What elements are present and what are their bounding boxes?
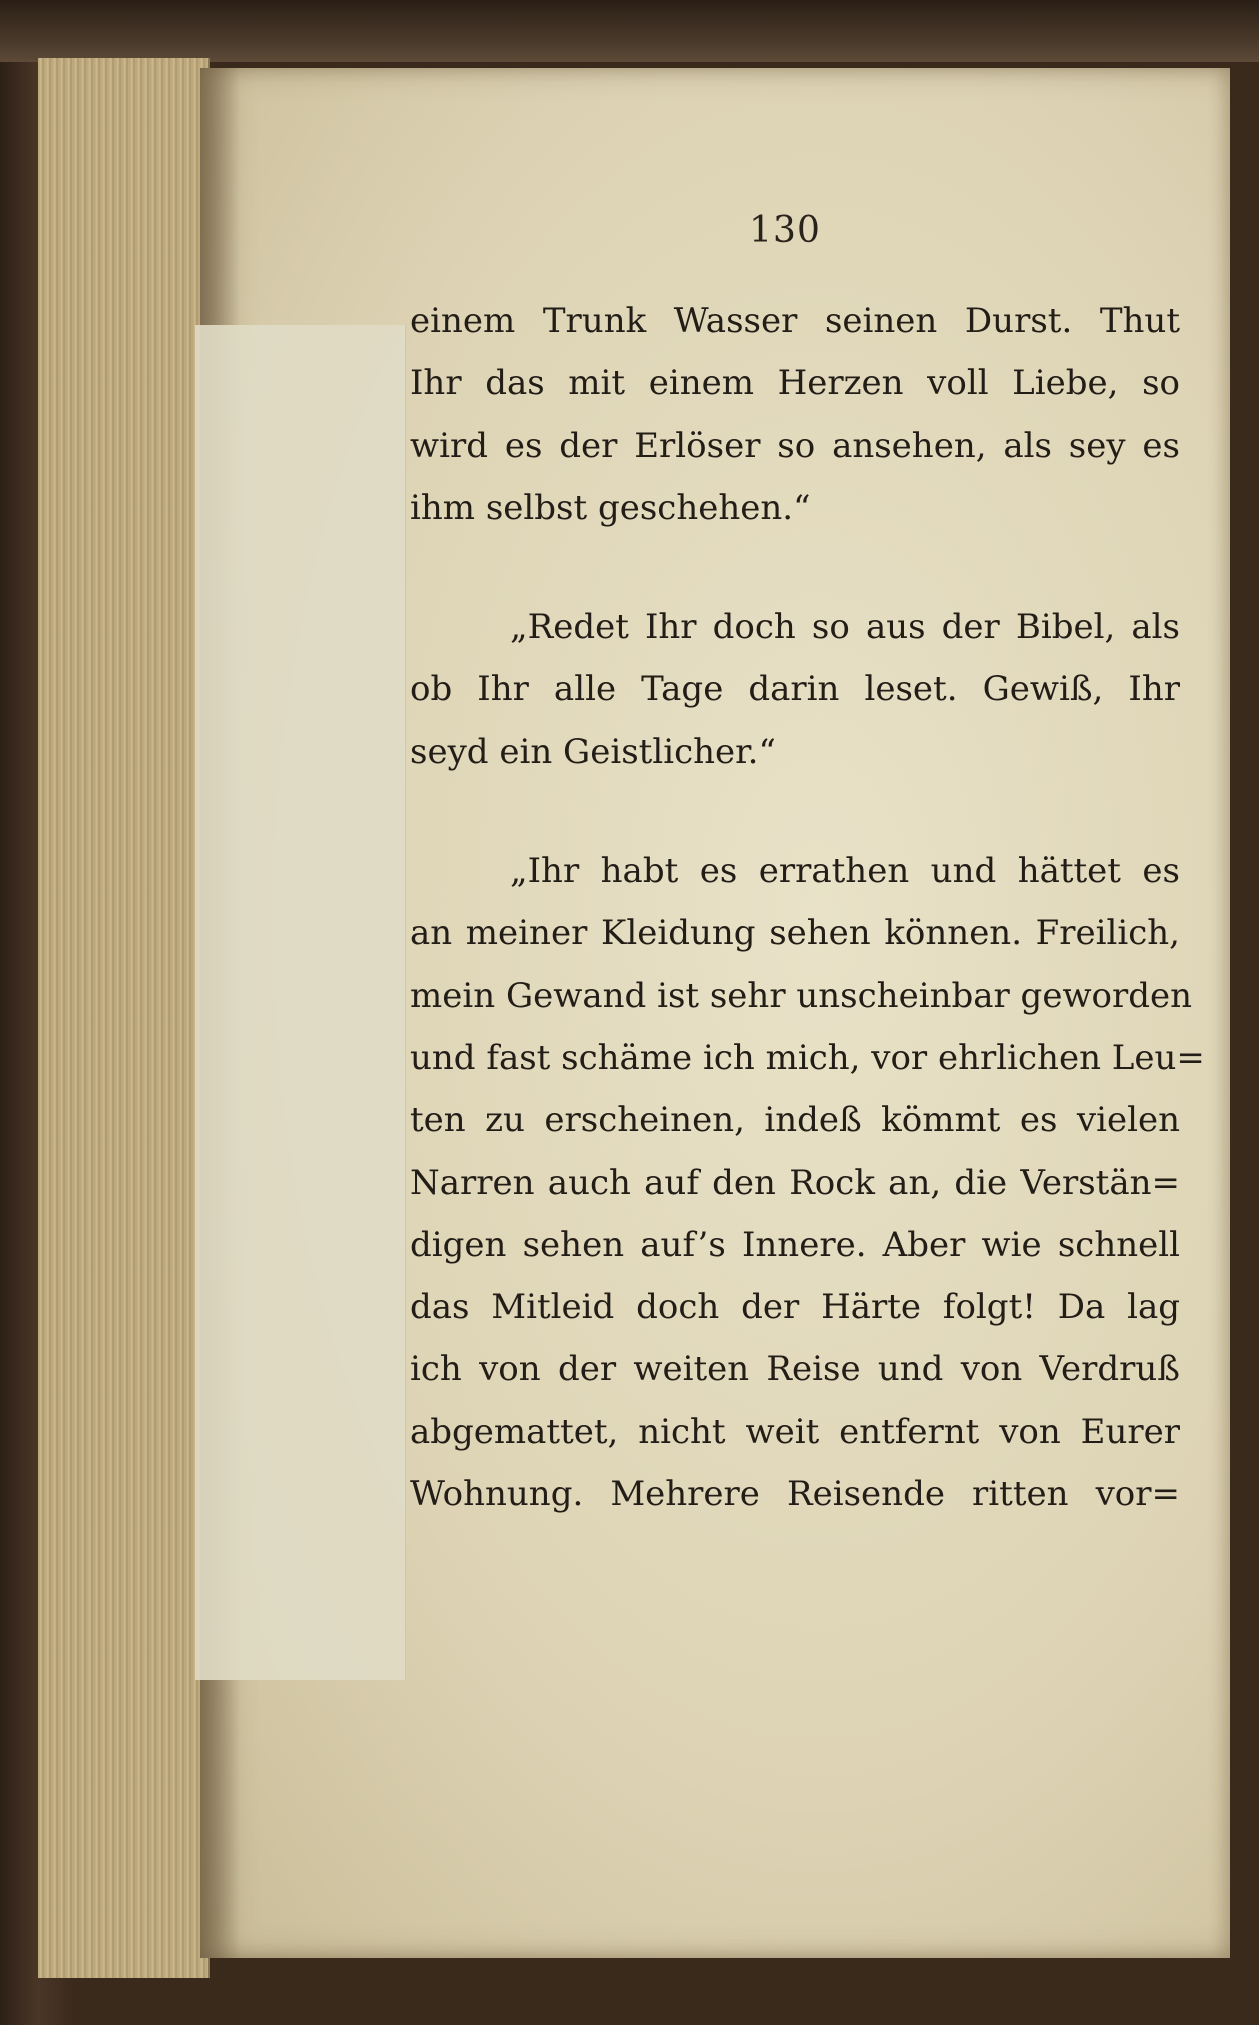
book-cover-edge [0,0,1259,62]
text-line: seyd ein Geistlicher.“ [410,731,776,772]
text-line: Narren auch auf den Rock an, die Verstän= [410,1162,1180,1203]
text-line: an meiner Kleidung sehen können. Freilich, [410,913,1180,954]
text-line: ob Ihr alle Tage darin leset. Gewiß, Ihr [410,669,1180,710]
page-text [410,290,1205,1525]
text-line: abgemattet, nicht weit entfernt von Eurer [410,1411,1180,1452]
text-line: mein Gewand ist sehr unscheinbar geworden [410,975,1193,1016]
page-edges [38,58,210,1978]
text-line: und fast schäme ich mich, vor ehrlichen Leu= [410,1037,1205,1078]
pasted-paper-slip [195,325,406,1680]
text-line: das Mitleid doch der Härte folgt! Da lag [410,1287,1180,1328]
text-line: digen sehen auf’s Innere. Aber wie schnell [410,1224,1180,1265]
text-line: einem Trunk Wasser seinen Durst. Thut [410,301,1180,341]
text-line: Wohnung. Mehrere Reisende ritten vor= [410,1474,1180,1515]
page-number: 130 [749,210,821,251]
text-line: ich von der weiten Reise und von Verdruß [410,1349,1180,1390]
text-line: ten zu erscheinen, indeß kömmt es vielen [410,1100,1180,1141]
text-line: „Ihr habt es errathen und hättet es [510,851,1180,892]
text-line: „Redet Ihr doch so aus der Bibel, als [510,607,1180,648]
text-line: Ihr das mit einem Herzen voll Liebe, so [410,363,1180,404]
text-line: wird es der Erlöser so ansehen, als sey es [410,425,1180,466]
text-line: ihm selbst geschehen.“ [410,487,811,528]
